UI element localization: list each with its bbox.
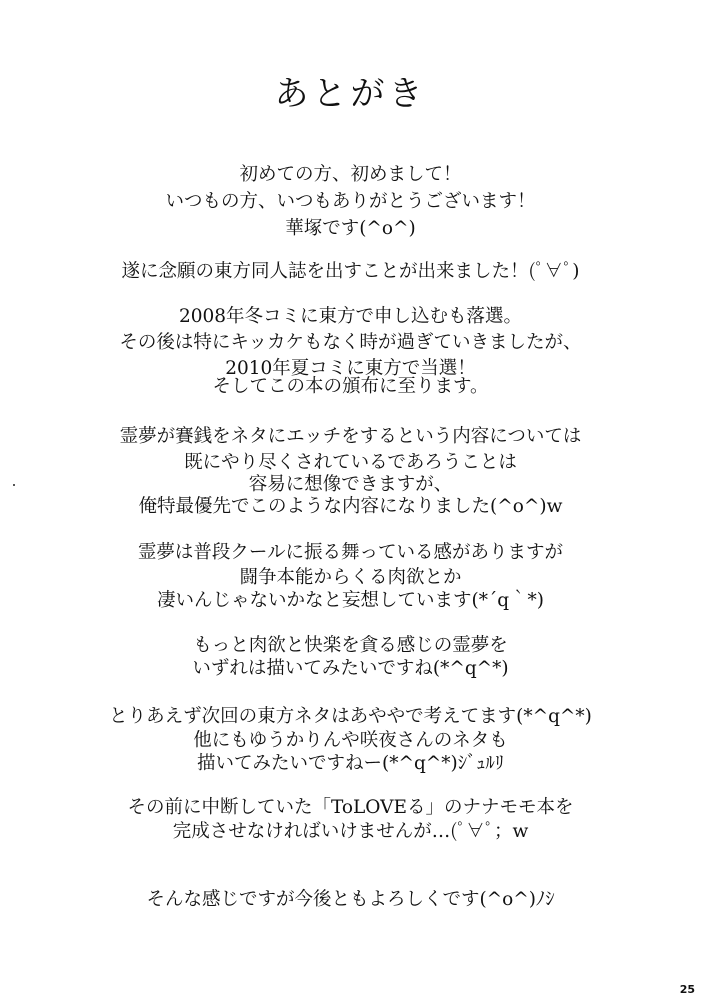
text-line: 遂に念願の東方同人誌を出すことが出来ました！(ﾟ∀ﾟ): [121, 261, 580, 282]
text-line: その前に中断していた「ToLOVEる」のナナモモ本を: [127, 797, 574, 818]
text-line: 華塚です(^o^): [285, 218, 416, 239]
text-line: 他にもゆうかりんや咲夜さんのネタも: [193, 730, 508, 751]
text-line: とりあえず次回の東方ネタはあややで考えてます(*^q^*): [109, 706, 592, 727]
text-line: 2010年夏コミに東方で当選！: [225, 358, 476, 379]
text-line: その後は特にキッカケもなく時が過ぎていきましたが、: [119, 332, 582, 353]
text-line: 霊夢は普段クールに振る舞っている感がありますが: [137, 542, 564, 563]
text-line: 凄いんじゃないかなと妄想しています(*´q｀*): [156, 590, 545, 611]
text-line: 描いてみたいですねー(*^q^*)ｼﾞｭﾙﾘ: [196, 753, 505, 774]
text-line: いつもの方、いつもありがとうございます！: [165, 191, 536, 212]
text-line: いずれは描いてみたいですね(*^q^*): [192, 658, 509, 679]
text-line: 2008年冬コミに東方で申し込むも落選。: [178, 306, 523, 327]
text-line: 闘争本能からくる肉欲とか: [239, 567, 462, 588]
text-line: 霊夢が賽銭をネタにエッチをするという内容については: [119, 426, 582, 447]
text-line: 既にやり尽くされているであろうことは: [184, 452, 517, 473]
page-title: あとがき: [274, 74, 427, 114]
text-line: 俺特最優先でこのような内容になりました(^o^)w: [138, 496, 563, 517]
text-line: 容易に想像できますが、: [248, 474, 453, 495]
page-number: 25: [679, 983, 695, 996]
print-speck: [13, 484, 15, 486]
text-line: もっと肉欲と快楽を貪る感じの霊夢を: [193, 635, 508, 656]
text-line: 完成させなければいけませんが…(ﾟ∀ﾟ；w: [172, 821, 529, 842]
text-line: そんな感じですが今後ともよろしくです(^o^)ﾉｼ: [146, 889, 555, 910]
text-line: 初めての方、初めまして！: [239, 164, 462, 185]
text-line: そしてこの本の頒布に至ります。: [212, 376, 489, 397]
